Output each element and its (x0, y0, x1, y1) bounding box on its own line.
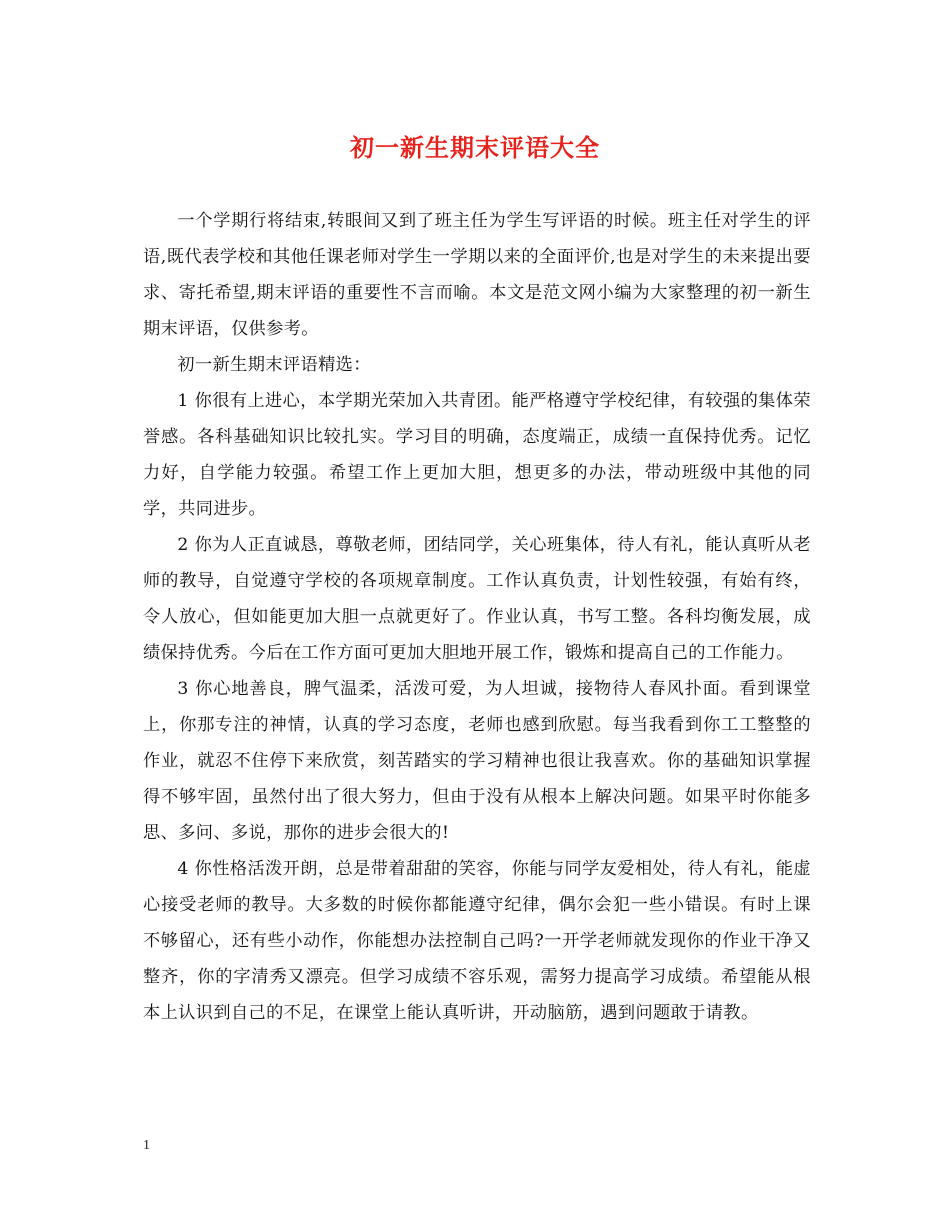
document-title: 初一新生期末评语大全 (350, 134, 600, 162)
paragraph-comment-1: 1 你很有上进心，本学期光荣加入共青团。能严格遵守学校纪律，有较强的集体荣誉感。各科基础知识比较扎实。学习目的明确，态度端正，成绩一直保持优秀。记忆力好，自学能力较强。希望工作上更加大胆，想更多的办法，带动班级中其他的同学，共同进步。 (143, 391, 811, 519)
paragraph-comment-4: 4 你性格活泼开朗，总是带着甜甜的笑容，你能与同学友爱相处，待人有礼，能虚心接受老师的教导。大多数的时候你都能遵守纪律，偶尔会犯一些小错误。有时上课不够留心，还有些小动作，你能想办法控制自己吗?一开学老师就发现你的作业干净又整齐，你的字清秀又漂亮。但学习成绩不容乐观，需努力提高学习成绩。希望能从根本上认识到自己的不足，在课堂上能认真听讲，开动脑筋，遇到问题敢于请教。 (143, 859, 811, 1023)
paragraph-comment-3: 3 你心地善良，脾气温柔，活泼可爱，为人坦诚，接物待人春风扑面。看到课堂上，你那专注的神情，认真的学习态度，老师也感到欣慰。每当我看到你工工整整的作业，就忍不住停下来欣赏，刻苦踏实的学习精神也很让我喜欢。你的基础知识掌握得不够牢固，虽然付出了很大努力，但由于没有从根本上解决问题。如果平时你能多思、多问、多说，那你的进步会很大的! (143, 679, 811, 843)
page-number: 1 (143, 1138, 150, 1153)
paragraph-heading-selected: 初一新生期末评语精选： (177, 355, 371, 375)
paragraph-intro: 一个学期行将结束,转眼间又到了班主任为学生写评语的时候。班主任对学生的评语,既代表学校和其他任课老师对学生一学期以来的全面评价,也是对学生的未来提出要求、寄托希望,期末评语的重要性不言而喻。本文是范文网小编为大家整理的初一新生期末评语，仅供参考。 (143, 211, 811, 339)
paragraph-comment-2: 2 你为人正直诚恳，尊敬老师，团结同学，关心班集体，待人有礼，能认真听从老师的教导，自觉遵守学校的各项规章制度。工作认真负责，计划性较强，有始有终，令人放心，但如能更加大胆一点就更好了。作业认真，书写工整。各科均衡发展，成绩保持优秀。今后在工作方面可更加大胆地开展工作，锻炼和提高自己的工作能力。 (143, 535, 811, 663)
document-body (143, 203, 811, 1031)
